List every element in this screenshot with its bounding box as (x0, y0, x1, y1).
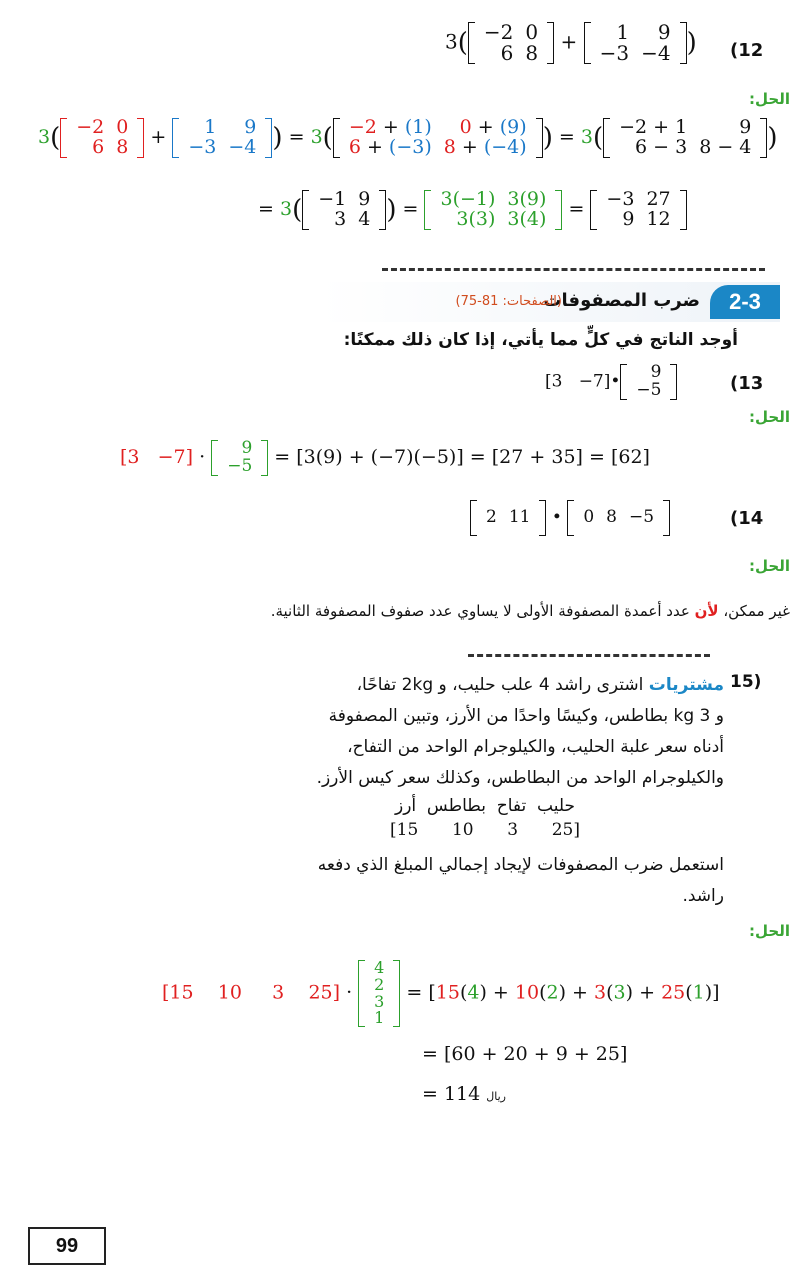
divider-1 (382, 268, 765, 271)
problem-13-expression: [3 −7]• 9 −5 (545, 364, 677, 400)
problem-13-number: (13 (730, 373, 764, 394)
section-header (320, 282, 780, 322)
page-number: 99 (28, 1227, 106, 1265)
problem-14-expression: 2 11 • 0 8 −5 (470, 500, 670, 536)
sol12-simplified-matrix: −2 + 1 9 6 − 3 8 − 4 (603, 118, 767, 158)
solution-label-15: الحل: (749, 922, 790, 940)
solution-label-12: الحل: (749, 90, 790, 108)
problem-15-text: مشتريات اشترى راشد 4 علب حليب، و 2kg تفاحًا، و 3 kg بطاطس، وكيسًا واحدًا من الأرز، وتبين المصفوفة أدناه سعر علبة الحليب، والكيلوجرام الواحد من التفاح، والكيلوجرام الواحد من البطاطس، وكذلك سعر كيس الأرز. (316, 675, 724, 788)
problem-14-number: (14 (730, 508, 764, 529)
problem-12-number: (12 (730, 40, 764, 61)
price-headers: أرز بطاطس تفاح حليب (395, 796, 575, 816)
sol12-sum-matrix: −2 + (1) 0 + (9) 6 + (−3) 8 + (−4) (333, 118, 543, 158)
solution-label-13: الحل: (749, 408, 790, 426)
solution-label-14: الحل: (749, 557, 790, 575)
solution-15-line-2: = [60 + 20 + 9 + 25] (422, 1043, 628, 1065)
divider-2 (468, 654, 710, 657)
solution-14-text: غير ممكن، لأن عدد أعمدة المصفوفة الأولى لا يساوي عدد صفوف المصفوفة الثانية. (270, 602, 790, 620)
solution-15-line-1: [15 10 3 25] · 4 2 3 1 = [15(4) + 10(2) + 3(3) + 25(1)] (162, 958, 720, 1028)
sol12-matrix-b: 1 9 −3 −4 (172, 118, 272, 158)
solution-15-line-3: = 114 ريال (422, 1083, 506, 1105)
matrix-a: −2 0 6 8 (468, 22, 554, 64)
problem-12-expression: 3( −2 0 6 8 + 1 9 −3 −4 ) (445, 20, 697, 65)
solution-12-line-1: 3( −2 0 6 8 + 1 9 −3 −4 ) = 3( −2 + (1) 0 + (9) 6 + (−3) 8 + (−4) ) = 3( −2 + 1 9 6 − 3 8 − 4 ) (38, 116, 778, 158)
instruction: أوجد الناتج في كلٍّ مما يأتي، إذا كان ذلك ممكنًا: (343, 330, 738, 350)
solution-12-line-2: = 3( −1 9 3 4 ) = 3(−1) 3(9) 3(3) 3(4) = −3 27 9 12 (258, 190, 687, 230)
sol12-matrix-a: −2 0 6 8 (60, 118, 144, 158)
solution-13: [3 −7] · 9 −5 = [3(9) + (−7)(−5)] = [27 + 35] = [62] (120, 438, 650, 476)
price-matrix: [15 10 3 25] (390, 820, 580, 840)
problem-15-number: 15) (730, 672, 762, 692)
problem-15-question: استعمل ضرب المصفوفات لإيجاد إجمالي المبلغ الذي دفعه راشد. (317, 855, 724, 906)
matrix-b: 1 9 −3 −4 (584, 22, 687, 64)
section-title: ضرب المصفوفات (543, 290, 700, 311)
section-pages: (الصفحات: 81-75) (455, 294, 562, 309)
section-number: 2-3 (710, 285, 780, 319)
